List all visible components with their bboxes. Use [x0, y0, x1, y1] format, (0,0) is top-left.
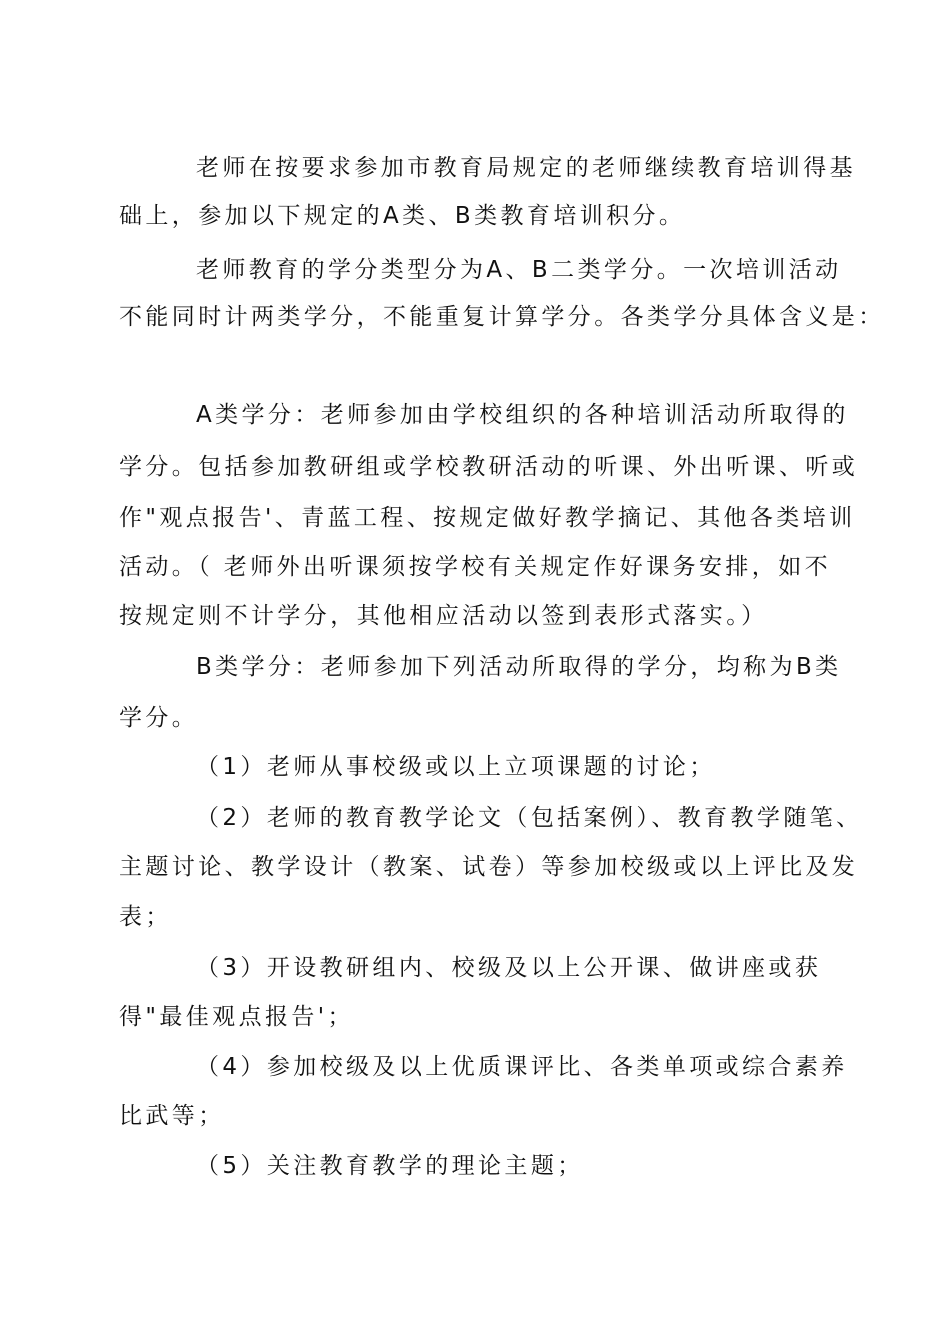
list-item-5: （5）关注教育教学的理论主题；	[196, 1153, 584, 1179]
paragraph-4-line-1: B类学分：老师参加下列活动所取得的学分，均称为B类	[196, 654, 842, 680]
list-item-2-line-1: （2）老师的教育教学论文（包括案例）、教育教学随笔、	[196, 805, 863, 831]
list-item-3-line-2: 得"最佳观点报告'；	[119, 1004, 354, 1030]
paragraph-1-line-2: 础上，参加以下规定的A类、B类教育培训积分。	[119, 203, 686, 229]
paragraph-4-line-2: 学分。	[119, 705, 199, 731]
list-item-4-line-2: 比武等；	[119, 1103, 225, 1129]
list-item-2-line-3: 表；	[119, 904, 172, 930]
list-item-2-line-2: 主题讨论、教学设计（教案、试卷）等参加校级或以上评比及发	[119, 854, 859, 880]
paragraph-3-line-3: 作"观点报告'、青蓝工程、按规定做好教学摘记、其他各类培训	[119, 505, 856, 531]
paragraph-2-line-1: 老师教育的学分类型分为A、B二类学分。一次培训活动	[196, 257, 842, 283]
list-item-1: （1）老师从事校级或以上立项课题的讨论；	[196, 754, 716, 780]
paragraph-3-line-4: 活动。（ 老师外出听课须按学校有关规定作好课务安排，如不	[119, 554, 832, 580]
paragraph-3-line-5: 按规定则不计学分，其他相应活动以签到表形式落实。）	[119, 603, 768, 629]
paragraph-2-line-2: 不能同时计两类学分，不能重复计算学分。各类学分具体含义是：	[119, 304, 885, 330]
list-item-4-line-1: （4）参加校级及以上优质课评比、各类单项或综合素养	[196, 1054, 848, 1080]
paragraph-1-line-1: 老师在按要求参加市教育局规定的老师继续教育培训得基	[196, 155, 856, 181]
list-item-3-line-1: （3）开设教研组内、校级及以上公开课、做讲座或获	[196, 955, 822, 981]
paragraph-3-line-2: 学分。包括参加教研组或学校教研活动的听课、外出听课、听或	[119, 454, 859, 480]
paragraph-3-line-1: A类学分：老师参加由学校组织的各种培训活动所取得的	[196, 402, 849, 428]
